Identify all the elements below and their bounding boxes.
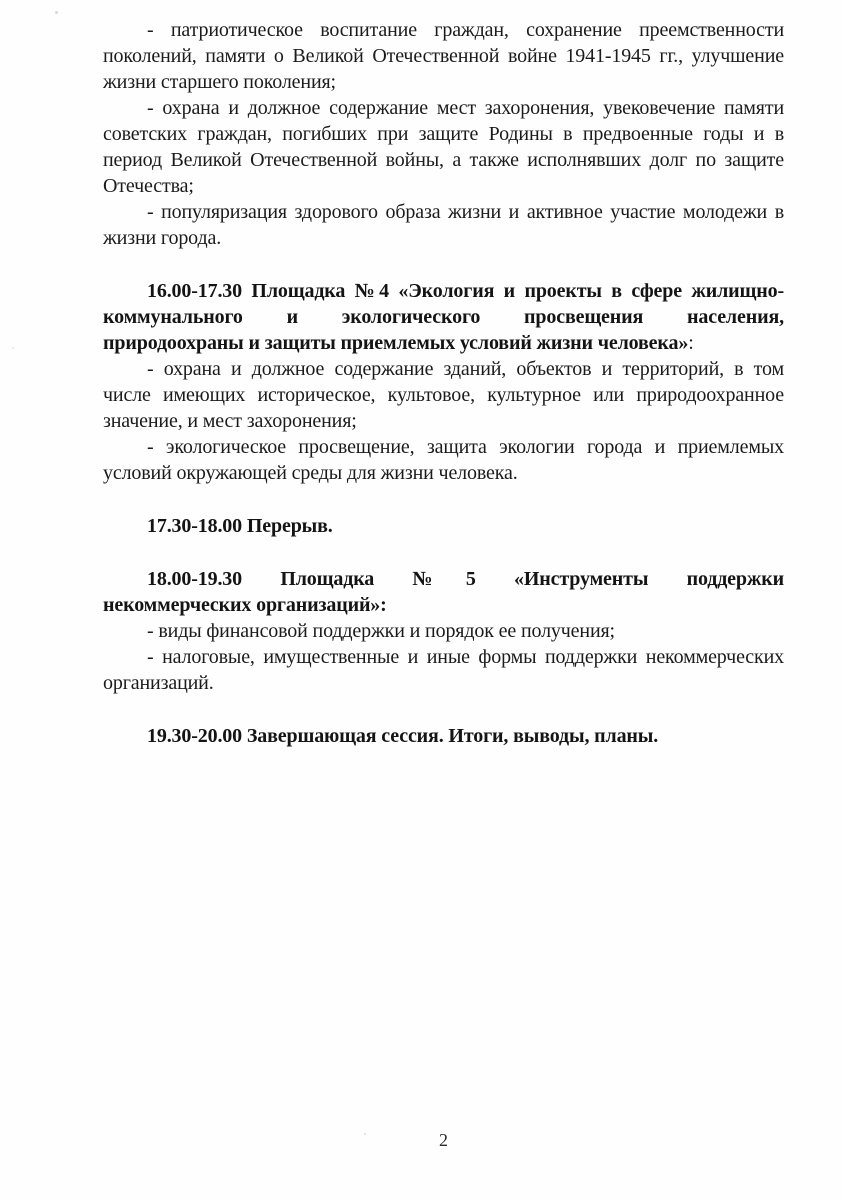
text-line — [103, 330, 784, 356]
text-run: - виды финансовой поддержки и порядок ее получения; — [147, 620, 615, 642]
text-line — [103, 173, 784, 199]
text-line — [103, 199, 784, 225]
text-run: - популяризация здорового образа жизни и активное участие молодежи в — [147, 201, 784, 223]
text-run: Отечества; — [103, 175, 194, 197]
text-line — [103, 723, 784, 749]
text-run: организаций. — [103, 672, 214, 694]
text-run: значение, и мест захоронения; — [103, 410, 357, 432]
text-line — [103, 382, 784, 408]
body-paragraph — [103, 434, 784, 486]
text-run: жизни старшего поколения; — [103, 71, 336, 93]
body-paragraph — [103, 644, 784, 696]
text-line — [103, 618, 784, 644]
text-line — [103, 408, 784, 434]
text-line — [103, 434, 784, 460]
scan-speckle — [12, 347, 14, 349]
text-line — [103, 147, 784, 173]
bold-text-run: 19.30-20.00 Завершающая сессия. Итоги, выводы, планы. — [147, 725, 659, 747]
body-paragraph — [103, 618, 784, 644]
text-run: - охрана и должное содержание мест захоронения, увековечение памяти — [147, 97, 784, 119]
text-line — [103, 225, 784, 251]
session-heading — [103, 278, 784, 356]
body-paragraph — [103, 95, 784, 199]
text-line — [103, 566, 784, 592]
text-line — [103, 278, 784, 304]
document-body — [103, 17, 784, 749]
text-run: жизни города. — [103, 227, 222, 249]
text-line — [103, 43, 784, 69]
session-heading — [103, 566, 784, 618]
bold-text-run: природоохраны и защиты приемлемых условий жизни человека» — [103, 332, 689, 354]
text-line — [103, 592, 784, 618]
session-heading — [103, 513, 784, 539]
text-run: - экологическое просвещение, защита экологии города и приемлемых — [147, 436, 784, 458]
text-line — [103, 460, 784, 486]
bold-text-run: некоммерческих организаций»: — [103, 594, 387, 616]
text-run: - патриотическое воспитание граждан, сохранение преемственности — [147, 19, 784, 41]
text-run: - налоговые, имущественные и иные формы поддержки некоммерческих — [147, 646, 784, 668]
text-line — [103, 95, 784, 121]
text-run: : — [688, 332, 694, 354]
bold-text-run: 18.00-19.30 Площадка №5 «Инструменты поддержки — [147, 568, 784, 590]
body-paragraph — [103, 356, 784, 434]
scan-speckle — [364, 1133, 366, 1135]
text-line — [103, 17, 784, 43]
bold-text-run: коммунального и экологического просвещения населения, — [103, 306, 784, 328]
text-run: условий окружающей среды для жизни человека. — [103, 462, 518, 484]
bold-text-run: 16.00-17.30 Площадка №4 «Экология и проекты в сфере жилищно- — [147, 280, 784, 302]
page-number: 2 — [439, 1130, 448, 1150]
body-paragraph — [103, 17, 784, 95]
text-line — [103, 356, 784, 382]
text-run: числе имеющих историческое, культовое, культурное или природоохранное — [103, 384, 784, 406]
text-run: советских граждан, погибших при защите Родины в предвоенные годы и в — [103, 123, 784, 145]
text-run: - охрана и должное содержание зданий, объектов и территорий, в том — [147, 358, 784, 380]
session-heading — [103, 723, 784, 749]
text-run: поколений, памяти о Великой Отечественной войне 1941-1945 гг., улучшение — [103, 45, 784, 67]
text-line — [103, 644, 784, 670]
text-line — [103, 670, 784, 696]
text-run: период Великой Отечественной войны, а также исполнявших долг по защите — [103, 149, 784, 171]
bold-text-run: 17.30-18.00 Перерыв. — [147, 515, 333, 537]
text-line — [103, 513, 784, 539]
scan-speckle — [55, 11, 58, 14]
text-line — [103, 304, 784, 330]
text-line — [103, 69, 784, 95]
text-line — [103, 121, 784, 147]
body-paragraph — [103, 199, 784, 251]
